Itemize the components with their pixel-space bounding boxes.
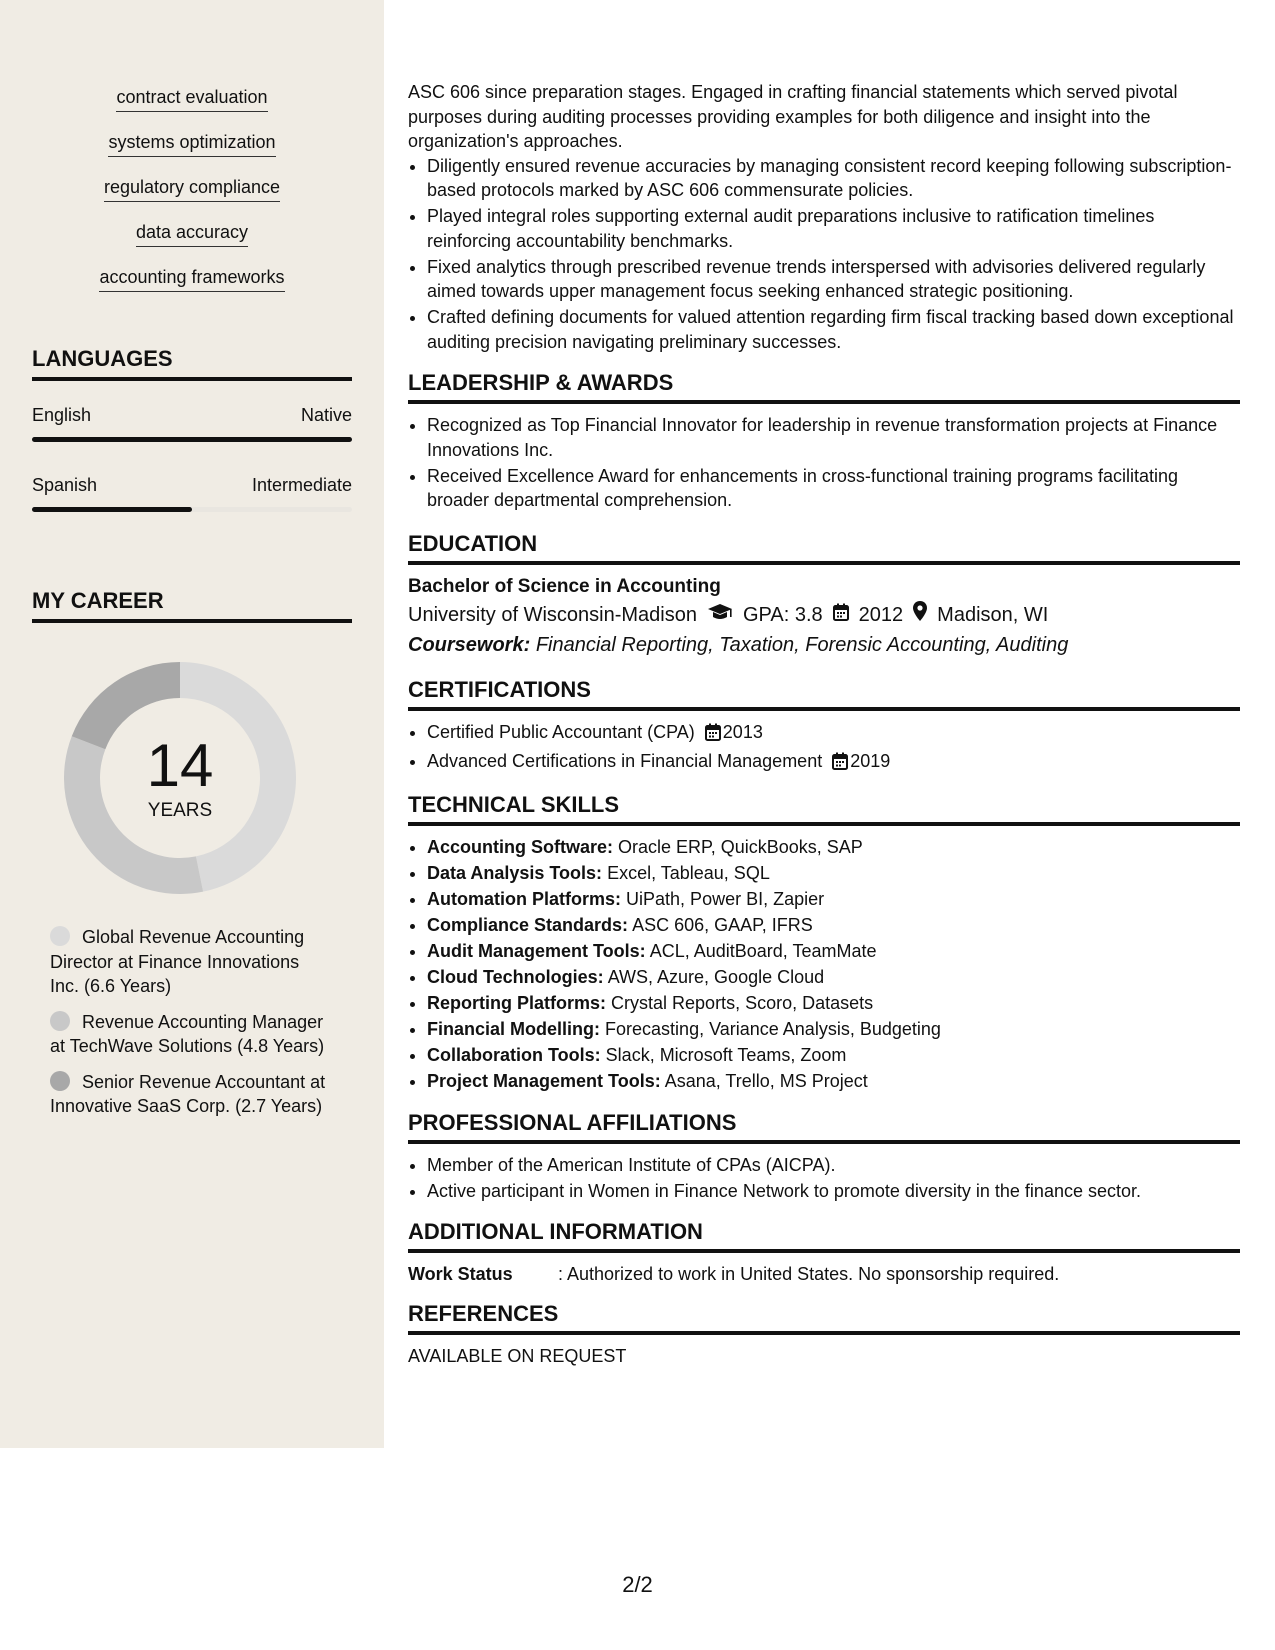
language-name: English [32,405,92,425]
skill-value: ASC 606, GAAP, IFRS [632,915,813,935]
additional-info-heading: ADDITIONAL INFORMATION [408,1218,1240,1253]
skill-item [427,887,1240,912]
school-name: University of Wisconsin-Madison [408,603,697,626]
experience-bullet: • Diligently ensured revenue accuracies by managing consistent record keeping following subscription-based protocols marked by ASC 606 commensurate policies. [427,154,1240,203]
gpa: GPA: 3.8 [742,603,823,626]
experience-bullet: • Fixed analytics through prescribed revenue trends interspersed with advisories delivered regularly aimed towards upper management focus seeking enhanced strategic positioning. [427,255,1240,304]
legend-dot-icon [50,926,70,946]
education-details [408,600,1240,630]
calendar-icon [705,723,721,748]
certification-year: 2019 [850,750,891,771]
main-content [408,80,1240,1368]
leadership-item: • Received Excellence Award for enhancements in cross-functional training programs facilitating broader departmental comprehension. [427,464,1240,513]
leadership-item: • Recognized as Top Financial Innovator for leadership in revenue transformation projects at Finance Innovations Inc. [427,413,1240,462]
references-heading: REFERENCES [408,1300,1240,1335]
language-entry [32,474,352,512]
graduation-year: 2012 [858,603,904,626]
career-donut-chart [64,662,296,894]
work-status-value: : Authorized to work in United States. No sponsorship required. [558,1264,1060,1284]
page-number: 2/2 [622,1572,653,1597]
language-proficiency-fill [32,507,192,512]
language-proficiency-bar [32,507,352,512]
career-legend-text: Revenue Accounting Manager at TechWave Solutions (4.8 Years) [50,1011,325,1056]
certification-year: 2013 [722,721,763,742]
skill-item [427,1017,1240,1042]
skill-value: AWS, Azure, Google Cloud [607,967,825,987]
skill-label: Cloud Technologies: [427,967,604,987]
references-text: AVAILABLE ON REQUEST [408,1345,627,1366]
skill-label: Reporting Platforms: [427,993,607,1013]
sidebar [0,0,384,1448]
languages-heading: LANGUAGES [32,345,352,381]
skill-value: Forecasting, Variance Analysis, Budgeting [605,1019,941,1039]
career-legend [50,925,330,1130]
leadership-list [408,413,1240,513]
career-total-years: 14 [146,732,214,799]
skill-item [427,939,1240,964]
skill-tags [0,86,384,311]
language-proficiency-bar [32,437,352,442]
legend-dot-icon [50,1011,70,1031]
coursework-list: Financial Reporting, Taxation, Forensic Accounting, Auditing [535,633,1069,656]
coursework [408,630,1240,660]
skill-label: Financial Modelling: [427,1019,601,1039]
skill-tag: accounting frameworks [99,266,284,292]
certification-item [427,720,1240,748]
skill-tag: data accuracy [136,221,248,247]
skill-item [427,1043,1240,1068]
skill-tag: regulatory compliance [104,176,280,202]
language-name: Spanish [32,475,98,495]
skill-item [427,835,1240,860]
language-proficiency-fill [32,437,352,442]
education-location: Madison, WI [937,603,1049,626]
certification-name: Certified Public Accountant (CPA) [427,721,695,742]
coursework-label: Coursework: [408,633,531,656]
work-status-row [408,1262,1240,1287]
skill-value: Asana, Trello, MS Project [664,1071,868,1091]
skill-value: UiPath, Power BI, Zapier [626,889,825,909]
certifications-list [408,720,1240,777]
leadership-heading: LEADERSHIP & AWARDS [408,369,1240,404]
affiliation-item: • Active participant in Women in Finance Network to promote diversity in the finance sector. [427,1179,1240,1204]
career-legend-item [50,1070,330,1119]
career-legend-item [50,925,330,999]
skill-value: Excel, Tableau, SQL [607,863,770,883]
skills-list [408,835,1240,1094]
skill-item [427,965,1240,990]
career-legend-item [50,1010,330,1059]
skill-label: Data Analysis Tools: [427,863,603,883]
skill-label: Audit Management Tools: [427,941,646,961]
experience-bullet: • Crafted defining documents for valued attention regarding firm fiscal tracking based down exceptional auditing precision navigating preliminary successes. [427,305,1240,354]
location-pin-icon [913,600,927,630]
skill-value: Crystal Reports, Scoro, Datasets [611,993,874,1013]
skill-item [427,991,1240,1016]
career-years-unit: YEARS [147,800,213,821]
career-heading: MY CAREER [32,587,352,623]
certification-name: Advanced Certifications in Financial Management [427,750,823,771]
skill-value: Oracle ERP, QuickBooks, SAP [618,837,863,857]
skill-label: Accounting Software: [427,837,614,857]
skill-value: Slack, Microsoft Teams, Zoom [605,1045,847,1065]
language-level: Native [300,405,352,425]
skill-label: Compliance Standards: [427,915,629,935]
career-legend-text: Global Revenue Accounting Director at Finance Innovations Inc. (6.6 Years) [50,927,305,996]
experience-bullets [408,154,1240,355]
work-status-label: Work Status [408,1264,513,1284]
calendar-icon [833,600,849,630]
degree-title: Bachelor of Science in Accounting [408,575,721,597]
affiliation-item: • Member of the American Institute of CPAs (AICPA). [427,1153,1240,1178]
language-level: Intermediate [251,475,352,495]
calendar-icon [832,752,848,777]
affiliations-heading: PROFESSIONAL AFFILIATIONS [408,1109,1240,1144]
certifications-heading: CERTIFICATIONS [408,676,1240,711]
skill-label: Collaboration Tools: [427,1045,601,1065]
language-entry [32,404,352,442]
affiliations-list [408,1153,1240,1204]
certification-item [427,749,1240,777]
graduation-cap-icon [707,600,733,630]
career-legend-text: Senior Revenue Accountant at Innovative SaaS Corp. (2.7 Years) [50,1071,326,1116]
skill-item [427,1069,1240,1094]
skill-tag: contract evaluation [116,86,267,112]
skills-heading: TECHNICAL SKILLS [408,791,1240,826]
skill-item [427,913,1240,938]
skill-tag: systems optimization [108,131,275,157]
experience-bullet: • Played integral roles supporting external audit preparations inclusive to ratification timelines reinforcing accountability benchmarks. [427,204,1240,253]
experience-continuation: ASC 606 since preparation stages. Engaged in crafting financial statements which served pivotal purposes during auditing processes providing examples for both diligence and insight into the organization's approaches. [408,82,1178,151]
skill-label: Project Management Tools: [427,1071,661,1091]
skill-label: Automation Platforms: [427,889,622,909]
skill-value: ACL, AuditBoard, TeamMate [649,941,877,961]
skill-item [427,861,1240,886]
education-heading: EDUCATION [408,530,1240,565]
legend-dot-icon [50,1071,70,1091]
